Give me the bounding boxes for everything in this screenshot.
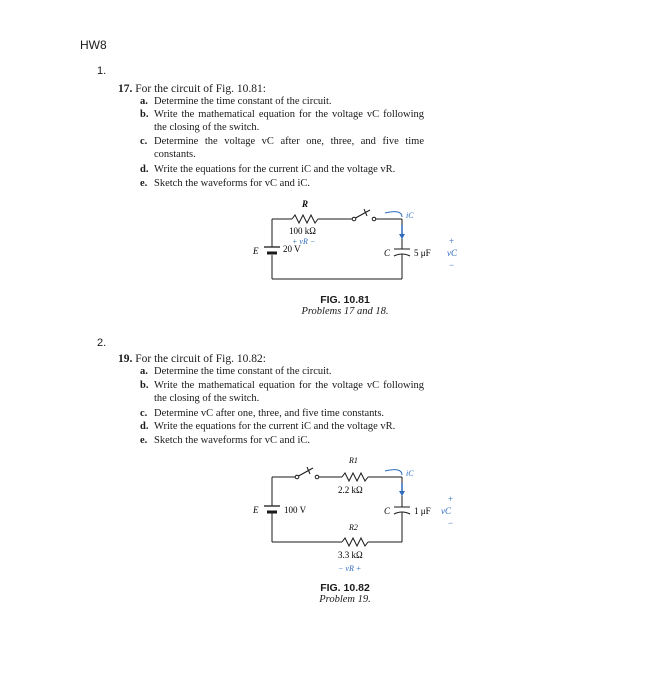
- item-letter: a.: [140, 96, 148, 107]
- vc-label: vC: [441, 506, 451, 516]
- source-value: 100 V: [284, 505, 307, 515]
- resistor-label: R: [302, 199, 309, 209]
- switch-blade: [356, 210, 371, 218]
- current-arrowhead: [399, 491, 405, 496]
- figure-number: FIG. 10.81: [320, 294, 370, 306]
- cap-label: C: [384, 248, 391, 258]
- r1-label: R1: [349, 456, 358, 465]
- resistor-r2-symbol: [342, 538, 368, 546]
- item-text: Determine the time constant of the circuit.: [154, 366, 332, 377]
- switch-contact: [372, 217, 376, 221]
- problem-19-item-a: [140, 366, 424, 379]
- problem-17-title: [118, 83, 266, 95]
- problem-17-item-a: [140, 96, 424, 109]
- item-text: Write the mathematical equation for the voltage vC following the closing of the switch.: [154, 109, 424, 133]
- switch-contact: [295, 475, 299, 479]
- problem-17-item-d: [140, 164, 424, 177]
- source-value: 20 V: [283, 244, 301, 254]
- item-text: Sketch the waveforms for vC and iC.: [154, 178, 311, 189]
- source-label: E: [253, 246, 259, 256]
- switch-blade: [299, 468, 314, 476]
- resistor-symbol: [292, 215, 318, 223]
- figure-subtitle: Problems 17 and 18.: [301, 306, 389, 317]
- item-text: Sketch the waveforms for vC and iC.: [154, 435, 311, 446]
- item-text: Write the equations for the current iC and the voltage vR.: [154, 421, 396, 432]
- current-arrow: [385, 212, 402, 217]
- r2-value: 3.3 kΩ: [338, 550, 363, 560]
- cap-value: 5 μF: [414, 248, 431, 258]
- figure-subtitle: Problem 19.: [319, 594, 371, 605]
- vc-plus: +: [449, 236, 455, 246]
- current-arrow: [385, 470, 402, 475]
- circuit-diagram-fig-10-82: [240, 450, 470, 580]
- cap-label: C: [384, 506, 391, 516]
- problem-17-item-c: [140, 136, 424, 162]
- current-label: iC: [406, 469, 414, 478]
- circuit-diagram-fig-10-81: [240, 195, 470, 295]
- current-arrowhead: [399, 234, 405, 239]
- vc-label: vC: [447, 248, 457, 258]
- problem-number: 17.: [118, 83, 133, 95]
- r1-value: 2.2 kΩ: [338, 485, 363, 495]
- problem-number: 19.: [118, 353, 133, 365]
- item-letter: a.: [140, 366, 148, 377]
- item-text: Determine the time constant of the circuit.: [154, 96, 332, 107]
- problem-17-item-b: [140, 109, 424, 135]
- item-letter: c.: [140, 136, 148, 147]
- problem-19-item-d: [140, 421, 424, 434]
- r2-label: R2: [349, 523, 358, 532]
- item-letter: b.: [140, 380, 149, 391]
- current-label: iC: [406, 211, 414, 220]
- item-letter: e.: [140, 178, 148, 189]
- figure-caption-10-82: [275, 582, 415, 605]
- vc-minus: −: [449, 260, 455, 270]
- figure-caption-10-81: [275, 294, 415, 317]
- figure-number: FIG. 10.82: [320, 582, 370, 594]
- item-text: Determine vC after one, three, and five time constants.: [154, 408, 385, 419]
- item-letter: e.: [140, 435, 148, 446]
- cap-value: 1 μF: [414, 506, 431, 516]
- item-letter: d.: [140, 421, 149, 432]
- section-number-2: 2.: [97, 337, 107, 349]
- item-letter: c.: [140, 408, 148, 419]
- problem-19-item-c: [140, 408, 424, 421]
- item-letter: d.: [140, 164, 149, 175]
- problem-19-item-e: [140, 435, 424, 448]
- resistor-value: 100 kΩ: [289, 226, 316, 236]
- vr-label: + vR −: [292, 237, 316, 246]
- problem-title-text: For the circuit of Fig. 10.82:: [135, 353, 266, 365]
- problem-title-text: For the circuit of Fig. 10.81:: [135, 83, 266, 95]
- vc-minus: −: [448, 518, 454, 528]
- section-number-1: 1.: [97, 65, 107, 77]
- vr-label: − vR +: [338, 564, 362, 573]
- problem-19-item-b: [140, 380, 424, 406]
- switch-contact: [315, 475, 319, 479]
- problem-19-title: [118, 353, 266, 365]
- source-label: E: [253, 505, 259, 515]
- problem-17-item-e: [140, 178, 424, 191]
- item-text: Determine the voltage vC after one, three, and five time constants.: [154, 136, 424, 160]
- vc-plus: +: [448, 494, 454, 504]
- switch-contact: [352, 217, 356, 221]
- item-letter: b.: [140, 109, 149, 120]
- item-text: Write the equations for the current iC and the voltage vR.: [154, 164, 396, 175]
- page-title: HW8: [80, 38, 107, 52]
- resistor-r1-symbol: [342, 473, 368, 481]
- item-text: Write the mathematical equation for the voltage vC following the closing of the switch.: [154, 380, 424, 404]
